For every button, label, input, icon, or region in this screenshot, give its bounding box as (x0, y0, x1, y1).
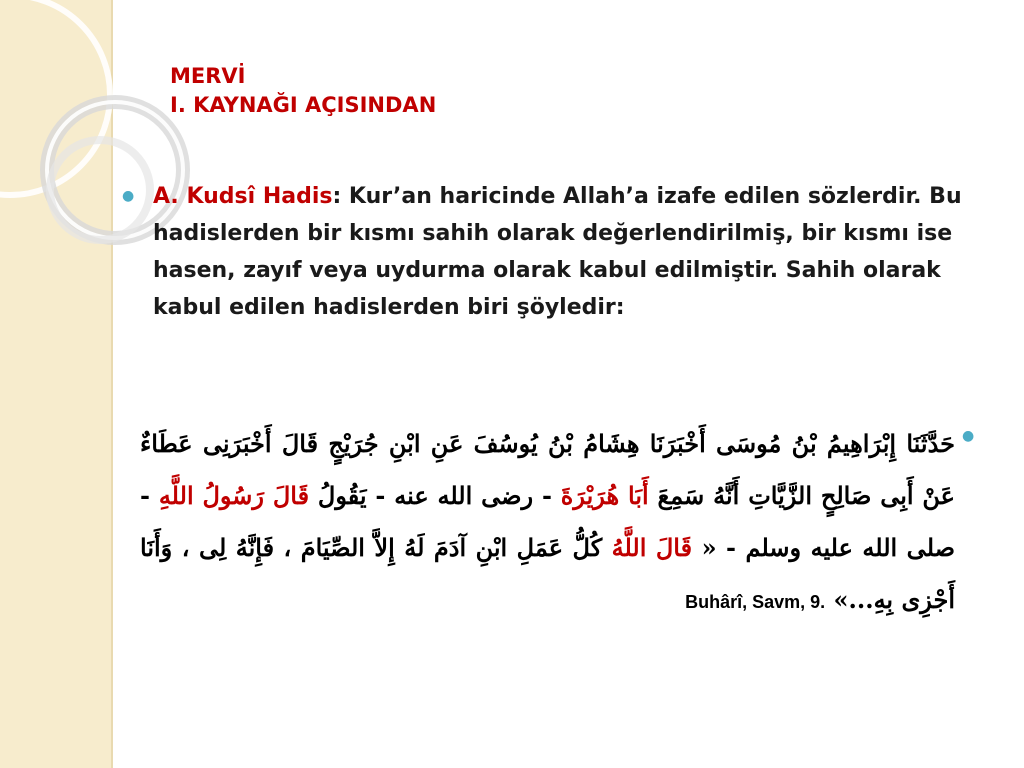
hadith-source: Buhârî, Savm, 9. (685, 592, 826, 612)
title-line-2: I. KAYNAĞI AÇISINDAN (170, 93, 437, 117)
bullet-heading: A. Kudsî Hadis (153, 184, 333, 209)
bullet-paragraph (153, 178, 973, 326)
title-line-1: MERVİ (170, 64, 246, 88)
hadith-highlight: أَبَا هُرَيْرَةَ (560, 481, 649, 510)
hadith-arabic-text (140, 418, 955, 628)
bullet-text: : Kur’an haricinde Allah’a izafe edilen sözlerdir. Bu hadislerden bir kısmı sahih olarak değerlendirilmiş, bir kısmı ise hasen, zayıf veya uydurma olarak kabul edilmiştir. Sahih olarak kabul edilen hadislerden biri şöyledir: (153, 184, 962, 320)
bullet-dot-icon: ● (122, 188, 135, 204)
hadith-segment: حَدَّثَنَا إِبْرَاهِيمُ بْنُ مُوسَى أَخْبَرَنَا هِشَامُ بْنُ يُوسُفَ عَنِ ابْنِ جُرَيْجٍ قَالَ أَخْبَرَنِى عَطَاءٌ عَنْ أَبِى صَالِحٍ الزَّيَّاتِ أَنَّهُ سَمِعَ (140, 429, 956, 510)
hadith-segment: كُلُّ عَمَلِ ابْنِ آدَمَ لَهُ إِلاَّ الصِّيَامَ ، فَإِنَّهُ لِى ، وَأَنَا أَجْزِى بِهِ...» (140, 533, 955, 614)
slide-title (170, 62, 436, 120)
hadith-segment: - صلى الله عليه وسلم - « (140, 481, 956, 562)
bullet-dot-icon: ● (962, 428, 975, 444)
hadith-highlight: قَالَ رَسُولُ اللَّهِ (158, 481, 310, 510)
hadith-highlight: قَالَ اللَّهُ (611, 533, 693, 562)
hadith-segment: - رضى الله عنه - يَقُولُ (309, 481, 561, 510)
